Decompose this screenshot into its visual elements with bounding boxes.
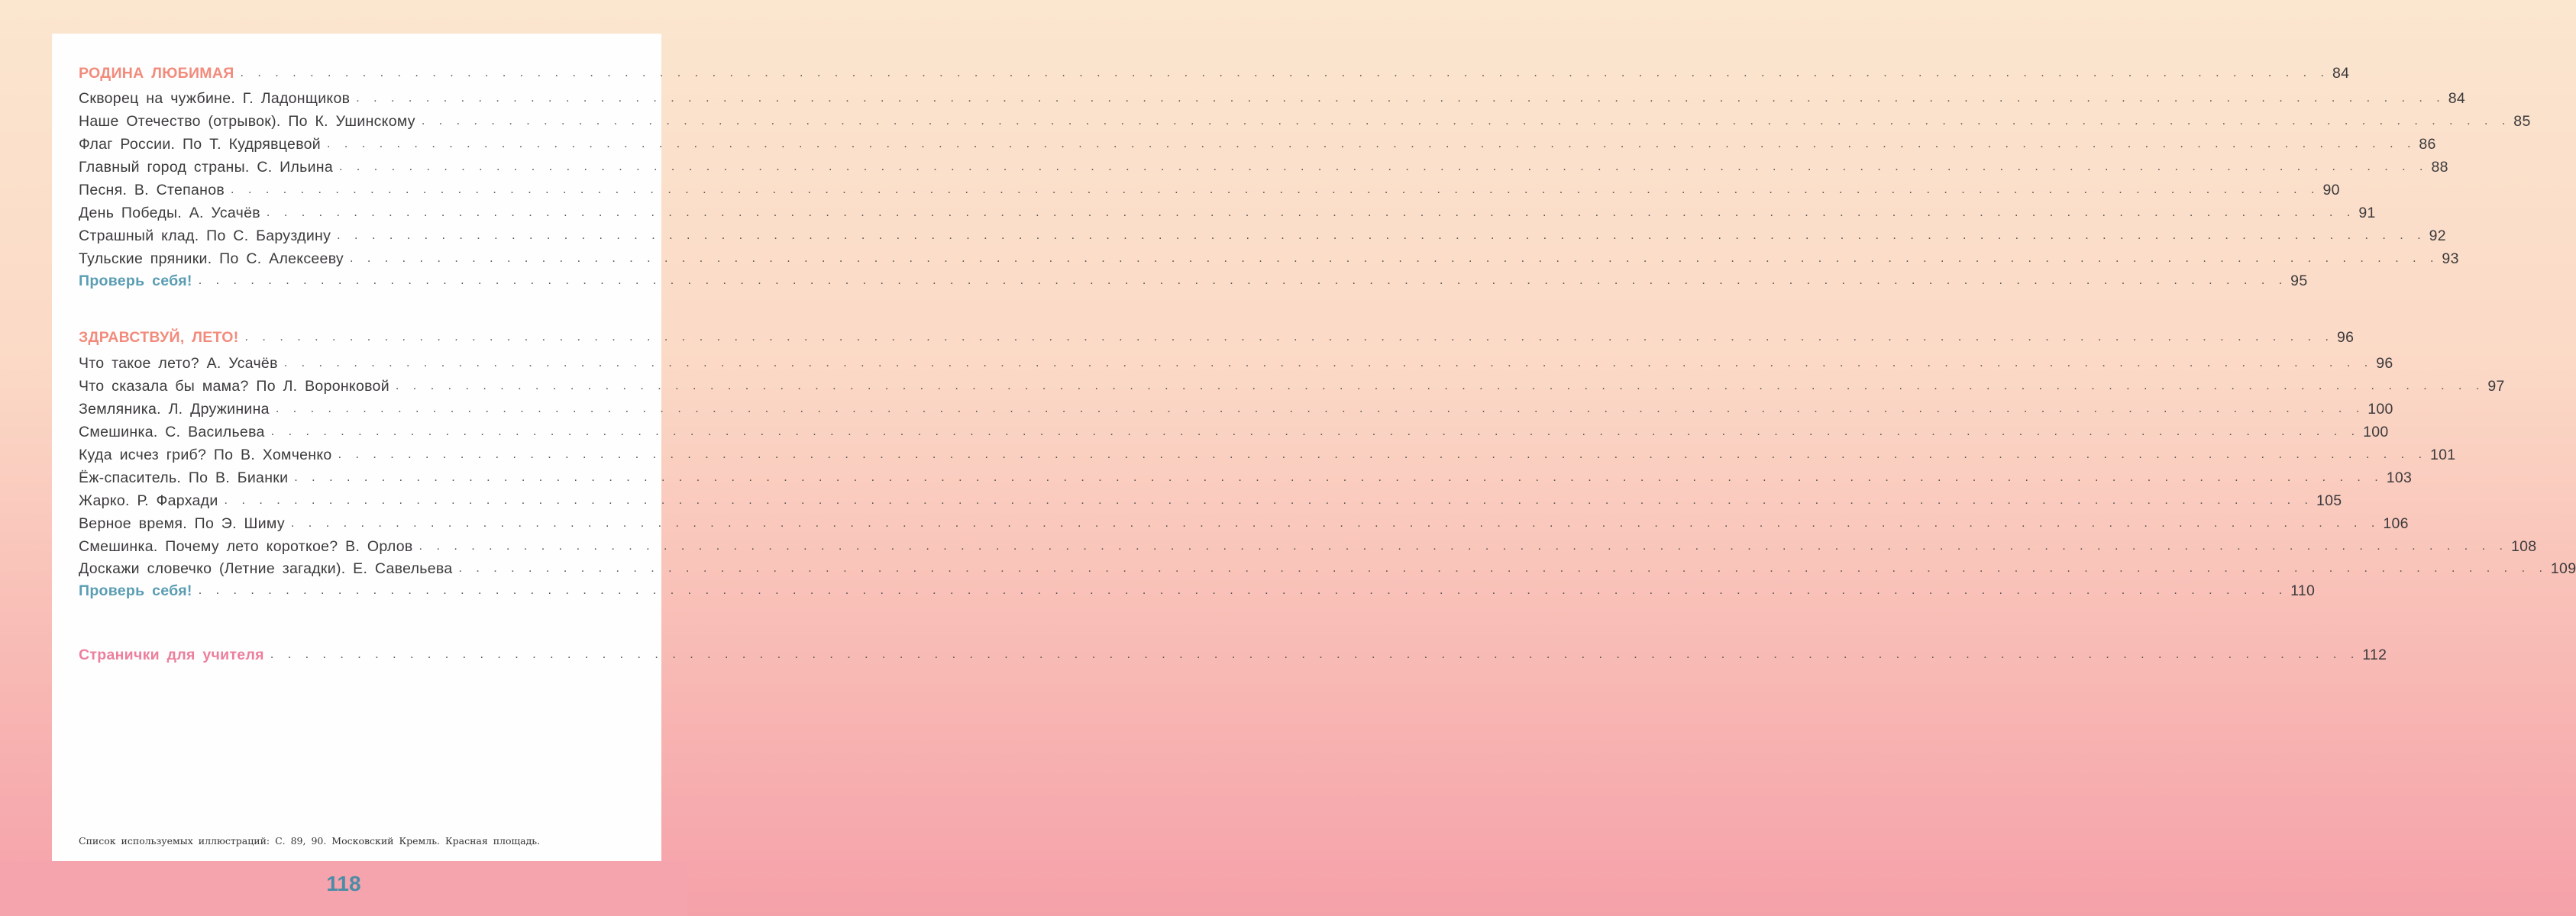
entry-page: 105 [2316, 492, 2342, 509]
entry-title: Проверь себя! [79, 582, 192, 599]
section-heading[interactable] [79, 327, 2355, 347]
entry-page: 103 [2386, 469, 2413, 486]
leader-dots: . . . . . . . . . . . . . . . . . . . . . . . . . . . . . . . . . . . . . . . . . . . . . . . . . . . . . . . . . . . . . . . . . . . . . . . . . . . . . . . . . . . . . . . . . . . . . . . . . . . . . . . . . . . . . . . . . . . . . . . . [266, 206, 2355, 219]
entry-title: ЗДРАВСТВУЙ, ЛЕТО! [79, 329, 239, 346]
entry-title: Песня. В. Степанов [79, 182, 225, 198]
entry-page: 96 [2336, 329, 2355, 346]
section-heading[interactable] [79, 63, 2350, 82]
entry-title: Что такое лето? А. Усачёв [79, 355, 278, 372]
entry-page: 100 [2368, 401, 2393, 418]
leader-dots: . . . . . . . . . . . . . . . . . . . . . . . . . . . . . . . . . . . . . . . . . . . . . . . . . . . . . . . . . . . . . . . . . . . . . . . . . . . . . . . . . . . . . . . . . . . . . . . . . . . . . . . . . . . . . . . . . . . . . . . . [421, 114, 2510, 127]
toc-entry[interactable] [79, 111, 2531, 131]
toc-entry[interactable] [79, 490, 2342, 510]
entry-page: 84 [2332, 65, 2350, 82]
teacher-pages-entry[interactable] [79, 644, 2387, 664]
entry-page: 97 [2487, 378, 2505, 395]
entry-title: Верное время. По Э. Шиму [79, 515, 285, 532]
entry-page: 100 [2363, 424, 2389, 440]
entry-page: 110 [2290, 582, 2316, 599]
entry-title: День Победы. А. Усачёв [79, 205, 260, 221]
entry-page: 86 [2419, 136, 2436, 153]
leader-dots: . . . . . . . . . . . . . . . . . . . . . . . . . . . . . . . . . . . . . . . . . . . . . . . . . . . . . . . . . . . . . . . . . . . . . . . . . . . . . . . . . . . . . . . . . . . . . . . . . . . . . . . . . . . . . . . . . . . . . . . . [294, 471, 2382, 484]
leader-dots: . . . . . . . . . . . . . . . . . . . . . . . . . . . . . . . . . . . . . . . . . . . . . . . . . . . . . . . . . . . . . . . . . . . . . . . . . . . . . . . . . . . . . . . . . . . . . . . . . . . . . . . . . . . . . . . . . . . . . . . . [224, 494, 2312, 507]
entry-title: Смешинка. Почему лето короткое? В. Орлов [79, 538, 413, 555]
entry-page: 85 [2513, 113, 2531, 130]
entry-page: 88 [2431, 159, 2448, 176]
page-number: 118 [326, 872, 361, 895]
toc-entry[interactable] [79, 536, 2537, 556]
leader-dots: . . . . . . . . . . . . . . . . . . . . . . . . . . . . . . . . . . . . . . . . . . . . . . . . . . . . . . . . . . . . . . . . . . . . . . . . . . . . . . . . . . . . . . . . . . . . . . . . . . . . . . . . . . . . . . . . . . . . . . . . [240, 66, 2328, 79]
leader-dots: . . . . . . . . . . . . . . . . . . . . . . . . . . . . . . . . . . . . . . . . . . . . . . . . . . . . . . . . . . . . . . . . . . . . . . . . . . . . . . . . . . . . . . . . . . . . . . . . . . . . . . . . . . . . . . . . . . . . . . . . [419, 540, 2507, 553]
leader-dots: . . . . . . . . . . . . . . . . . . . . . . . . . . . . . . . . . . . . . . . . . . . . . . . . . . . . . . . . . . . . . . . . . . . . . . . . . . . . . . . . . . . . . . . . . . . . . . . . . . . . . . . . . . . . . . . . . . . . . . . . [290, 517, 2379, 530]
entry-title: Наше Отечество (отрывок). По К. Ушинскому [79, 113, 415, 130]
toc-entry[interactable] [79, 156, 2448, 176]
toc-entry[interactable] [79, 444, 2456, 464]
leader-dots: . . . . . . . . . . . . . . . . . . . . . . . . . . . . . . . . . . . . . . . . . . . . . . . . . . . . . . . . . . . . . . . . . . . . . . . . . . . . . . . . . . . . . . . . . . . . . . . . . . . . . . . . . . . . . . . . . . . . . . . . [458, 562, 2546, 575]
leader-dots: . . . . . . . . . . . . . . . . . . . . . . . . . . . . . . . . . . . . . . . . . . . . . . . . . . . . . . . . . . . . . . . . . . . . . . . . . . . . . . . . . . . . . . . . . . . . . . . . . . . . . . . . . . . . . . . . . . . . . . . . [337, 229, 2425, 242]
entry-title: Что сказала бы мама? По Л. Воронковой [79, 378, 389, 395]
entry-page: 91 [2358, 205, 2376, 221]
entry-title: Доскажи словечко (Летние загадки). Е. Савельева [79, 560, 453, 577]
toc-entry[interactable] [79, 179, 2340, 199]
entry-page: 95 [2290, 273, 2308, 289]
entry-page: 90 [2322, 182, 2340, 198]
entry-title: Куда исчез гриб? По В. Хомченко [79, 447, 332, 463]
leader-dots: . . . . . . . . . . . . . . . . . . . . . . . . . . . . . . . . . . . . . . . . . . . . . . . . . . . . . . . . . . . . . . . . . . . . . . . . . . . . . . . . . . . . . . . . . . . . . . . . . . . . . . . . . . . . . . . . . . . . . . . . [198, 274, 2287, 287]
leader-dots: . . . . . . . . . . . . . . . . . . . . . . . . . . . . . . . . . . . . . . . . . . . . . . . . . . . . . . . . . . . . . . . . . . . . . . . . . . . . . . . . . . . . . . . . . . . . . . . . . . . . . . . . . . . . . . . . . . . . . . . . [339, 160, 2427, 173]
toc-entry[interactable] [79, 225, 2446, 245]
illustrations-note: Список используемых иллюстраций: С. 89, 90. Московский Кремль. Красная площадь. [79, 835, 541, 847]
toc-entry[interactable] [79, 421, 2389, 441]
entry-page: 96 [2376, 355, 2393, 372]
leader-dots: . . . . . . . . . . . . . . . . . . . . . . . . . . . . . . . . . . . . . . . . . . . . . . . . . . . . . . . . . . . . . . . . . . . . . . . . . . . . . . . . . . . . . . . . . . . . . . . . . . . . . . . . . . . . . . . . . . . . . . . . [349, 252, 2438, 265]
toc-entry[interactable] [79, 353, 2393, 373]
entry-page: 108 [2510, 538, 2537, 555]
check-yourself-entry[interactable] [79, 580, 2316, 600]
toc-entry[interactable] [79, 248, 2459, 268]
leader-dots: . . . . . . . . . . . . . . . . . . . . . . . . . . . . . . . . . . . . . . . . . . . . . . . . . . . . . . . . . . . . . . . . . . . . . . . . . . . . . . . . . . . . . . . . . . . . . . . . . . . . . . . . . . . . . . . . . . . . . . . . [356, 92, 2444, 105]
leader-dots: . . . . . . . . . . . . . . . . . . . . . . . . . . . . . . . . . . . . . . . . . . . . . . . . . . . . . . . . . . . . . . . . . . . . . . . . . . . . . . . . . . . . . . . . . . . . . . . . . . . . . . . . . . . . . . . . . . . . . . . . [275, 402, 2364, 415]
leader-dots: . . . . . . . . . . . . . . . . . . . . . . . . . . . . . . . . . . . . . . . . . . . . . . . . . . . . . . . . . . . . . . . . . . . . . . . . . . . . . . . . . . . . . . . . . . . . . . . . . . . . . . . . . . . . . . . . . . . . . . . . [198, 584, 2287, 597]
entry-title: Скворец на чужбине. Г. Ладонщиков [79, 90, 351, 107]
leader-dots: . . . . . . . . . . . . . . . . . . . . . . . . . . . . . . . . . . . . . . . . . . . . . . . . . . . . . . . . . . . . . . . . . . . . . . . . . . . . . . . . . . . . . . . . . . . . . . . . . . . . . . . . . . . . . . . . . . . . . . . . [270, 648, 2358, 661]
check-yourself-entry[interactable] [79, 270, 2308, 290]
entry-title: Страшный клад. По С. Баруздину [79, 227, 331, 244]
entry-title: Главный город страны. С. Ильина [79, 159, 333, 176]
toc-entry[interactable] [79, 467, 2413, 487]
leader-dots: . . . . . . . . . . . . . . . . . . . . . . . . . . . . . . . . . . . . . . . . . . . . . . . . . . . . . . . . . . . . . . . . . . . . . . . . . . . . . . . . . . . . . . . . . . . . . . . . . . . . . . . . . . . . . . . . . . . . . . . . [244, 331, 2332, 344]
entry-page: 106 [2383, 515, 2409, 532]
entry-title: Смешинка. С. Васильева [79, 424, 265, 440]
entry-page: 93 [2442, 250, 2459, 267]
toc-entry[interactable] [79, 513, 2409, 533]
leader-dots: . . . . . . . . . . . . . . . . . . . . . . . . . . . . . . . . . . . . . . . . . . . . . . . . . . . . . . . . . . . . . . . . . . . . . . . . . . . . . . . . . . . . . . . . . . . . . . . . . . . . . . . . . . . . . . . . . . . . . . . . [395, 379, 2484, 392]
entry-title: Ёж-спаситель. По В. Бианки [79, 469, 289, 486]
leader-dots: . . . . . . . . . . . . . . . . . . . . . . . . . . . . . . . . . . . . . . . . . . . . . . . . . . . . . . . . . . . . . . . . . . . . . . . . . . . . . . . . . . . . . . . . . . . . . . . . . . . . . . . . . . . . . . . . . . . . . . . . [283, 356, 2372, 369]
entry-page: 84 [2448, 90, 2465, 107]
leader-dots: . . . . . . . . . . . . . . . . . . . . . . . . . . . . . . . . . . . . . . . . . . . . . . . . . . . . . . . . . . . . . . . . . . . . . . . . . . . . . . . . . . . . . . . . . . . . . . . . . . . . . . . . . . . . . . . . . . . . . . . . [338, 448, 2426, 461]
entry-page: 92 [2429, 227, 2446, 244]
toc-entry[interactable] [79, 88, 2465, 108]
entry-title: Тульские пряники. По С. Алексееву [79, 250, 344, 267]
toc-entry[interactable] [79, 376, 2505, 395]
entry-title: РОДИНА ЛЮБИМАЯ [79, 65, 234, 82]
entry-page: 112 [2362, 647, 2387, 663]
toc-entry[interactable] [79, 558, 2576, 578]
entry-title: Флаг России. По Т. Кудрявцевой [79, 136, 321, 153]
entry-page: 109 [2550, 560, 2576, 577]
entry-page: 101 [2430, 447, 2456, 463]
entry-title: Жарко. Р. Фархади [79, 492, 218, 509]
leader-dots: . . . . . . . . . . . . . . . . . . . . . . . . . . . . . . . . . . . . . . . . . . . . . . . . . . . . . . . . . . . . . . . . . . . . . . . . . . . . . . . . . . . . . . . . . . . . . . . . . . . . . . . . . . . . . . . . . . . . . . . . [270, 425, 2359, 438]
toc-entry[interactable] [79, 202, 2376, 222]
entry-title: Проверь себя! [79, 273, 192, 289]
leader-dots: . . . . . . . . . . . . . . . . . . . . . . . . . . . . . . . . . . . . . . . . . . . . . . . . . . . . . . . . . . . . . . . . . . . . . . . . . . . . . . . . . . . . . . . . . . . . . . . . . . . . . . . . . . . . . . . . . . . . . . . . [231, 183, 2319, 196]
leader-dots: . . . . . . . . . . . . . . . . . . . . . . . . . . . . . . . . . . . . . . . . . . . . . . . . . . . . . . . . . . . . . . . . . . . . . . . . . . . . . . . . . . . . . . . . . . . . . . . . . . . . . . . . . . . . . . . . . . . . . . . . [326, 137, 2415, 150]
toc-entry[interactable] [79, 398, 2393, 418]
toc-entry[interactable] [79, 134, 2436, 153]
entry-title: Земляника. Л. Дружинина [79, 401, 270, 418]
entry-title: Странички для учителя [79, 647, 264, 663]
